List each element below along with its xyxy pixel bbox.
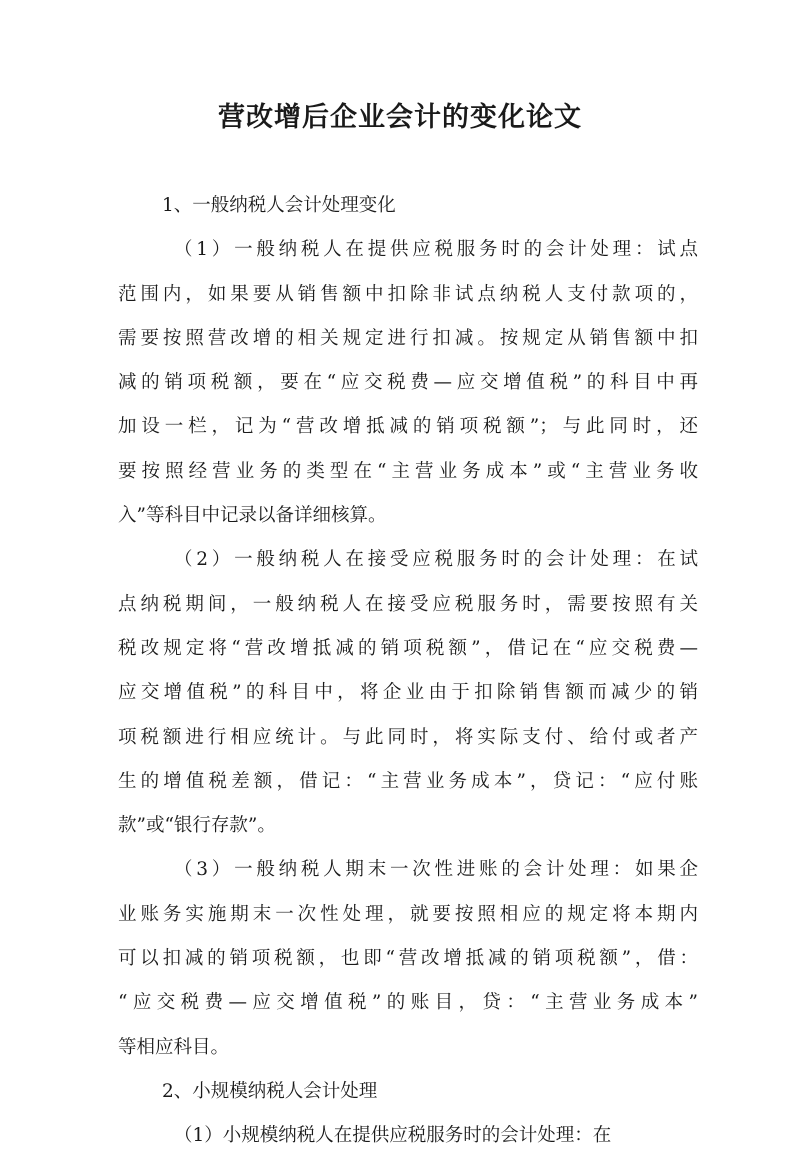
- text-line: （1）小规模纳税人在提供应税服务时的会计处理：在: [174, 1125, 612, 1147]
- text-line: 等相应科目。: [118, 1036, 230, 1058]
- paragraph: [118, 848, 698, 1069]
- text-line: （2）一般纳税人在接受应税服务时的会计处理：在试: [174, 549, 698, 571]
- section-heading: [118, 184, 698, 228]
- text-line: 项税额进行相应统计。与此同时，将实际支付、给付或者产: [118, 726, 698, 748]
- text-line: 可以扣减的销项税额，也即“营改增抵减的销项税额”，借：: [118, 948, 698, 970]
- text-line: （3）一般纳税人期末一次性进账的会计处理：如果企: [174, 859, 698, 881]
- text-line: 需要按照营改增的相关规定进行扣减。按规定从销售额中扣: [118, 327, 698, 349]
- paragraph: [118, 538, 698, 848]
- text-line: 范围内，如果要从销售额中扣除非试点纳税人支付款项的，: [118, 283, 698, 305]
- text-line: 应交增值税”的科目中，将企业由于扣除销售额而减少的销: [118, 682, 698, 704]
- text-line: 点纳税期间，一般纳税人在接受应税服务时，需要按照有关: [118, 593, 698, 615]
- text-line: 生的增值税差额，借记：“主营业务成本”，贷记：“应付账: [118, 770, 698, 792]
- text-line: 款”或“银行存款”。: [118, 815, 276, 837]
- text-line: “应交税费—应交增值税”的账目，贷：“主营业务成本”: [118, 992, 698, 1014]
- section-heading: [118, 1070, 698, 1114]
- text-line: 业账务实施期末一次性处理，就要按照相应的规定将本期内: [118, 903, 698, 925]
- text-line: 减的销项税额，要在“应交税费—应交增值税”的科目中再: [118, 372, 698, 394]
- text-line: （1）一般纳税人在提供应税服务时的会计处理：试点: [174, 239, 698, 261]
- text-line: 加设一栏，记为“营改增抵减的销项税额”；与此同时，还: [118, 416, 698, 438]
- text-line: 入”等科目中记录以备详细核算。: [118, 505, 387, 527]
- text-line: 要按照经营业务的类型在“主营业务成本”或“主营业务收: [118, 460, 698, 482]
- text-line: 2、小规模纳税人会计处理: [162, 1080, 378, 1102]
- document-body: [118, 184, 698, 1159]
- paragraph: [118, 1114, 698, 1158]
- paragraph: [118, 228, 698, 538]
- text-line: 1、一般纳税人会计处理变化: [162, 195, 396, 216]
- document-title: 营改增后企业会计的变化论文: [218, 102, 582, 133]
- text-line: 税改规定将“营改增抵减的销项税额”，借记在“应交税费—: [118, 637, 698, 659]
